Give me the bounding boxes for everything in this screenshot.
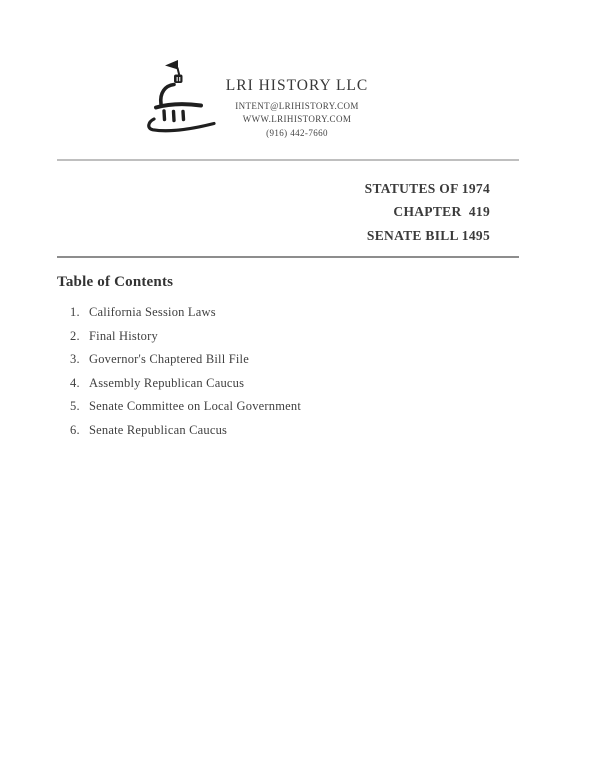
toc-item-label: Assembly Republican Caucus — [89, 375, 245, 390]
toc-item — [70, 377, 301, 390]
toc-item-label: Governor's Chaptered Bill File — [89, 352, 249, 366]
toc-item — [70, 353, 301, 366]
senate-bill-line: SENATE BILL 1495 — [366, 227, 490, 243]
divider-top — [57, 159, 519, 161]
statutes-line: STATUTES OF 1974 — [364, 181, 490, 196]
org-name: LRI HISTORY LLC — [225, 77, 369, 94]
toc-title: Table of Contents — [57, 274, 174, 290]
toc-item — [70, 330, 301, 343]
toc-item-label: Senate Committee on Local Government — [89, 399, 302, 413]
org-email: INTENT@LRIHISTORY.COM — [235, 101, 359, 111]
toc-item-label: California Session Laws — [89, 305, 216, 319]
toc-item-number: 2. — [70, 328, 80, 343]
bill-reference — [365, 177, 490, 247]
toc-item-number: 5. — [70, 399, 80, 413]
toc-item — [70, 400, 301, 413]
divider-bottom — [57, 256, 519, 258]
toc-item — [70, 306, 301, 319]
toc-item-number: 3. — [70, 352, 80, 366]
org-website: WWW.LRIHISTORY.COM — [242, 114, 352, 125]
toc-item-number: 1. — [70, 305, 80, 319]
toc-list — [70, 306, 301, 447]
toc-item-number: 4. — [70, 375, 80, 390]
chapter-line: CHAPTER 419 — [393, 204, 490, 220]
toc-item-label: Final History — [89, 328, 158, 343]
toc-item — [70, 424, 301, 437]
org-phone: (916) 442-7660 — [266, 127, 328, 138]
toc-item-number: 6. — [70, 422, 80, 437]
toc-item-label: Senate Republican Caucus — [89, 422, 228, 437]
letterhead — [197, 77, 397, 140]
